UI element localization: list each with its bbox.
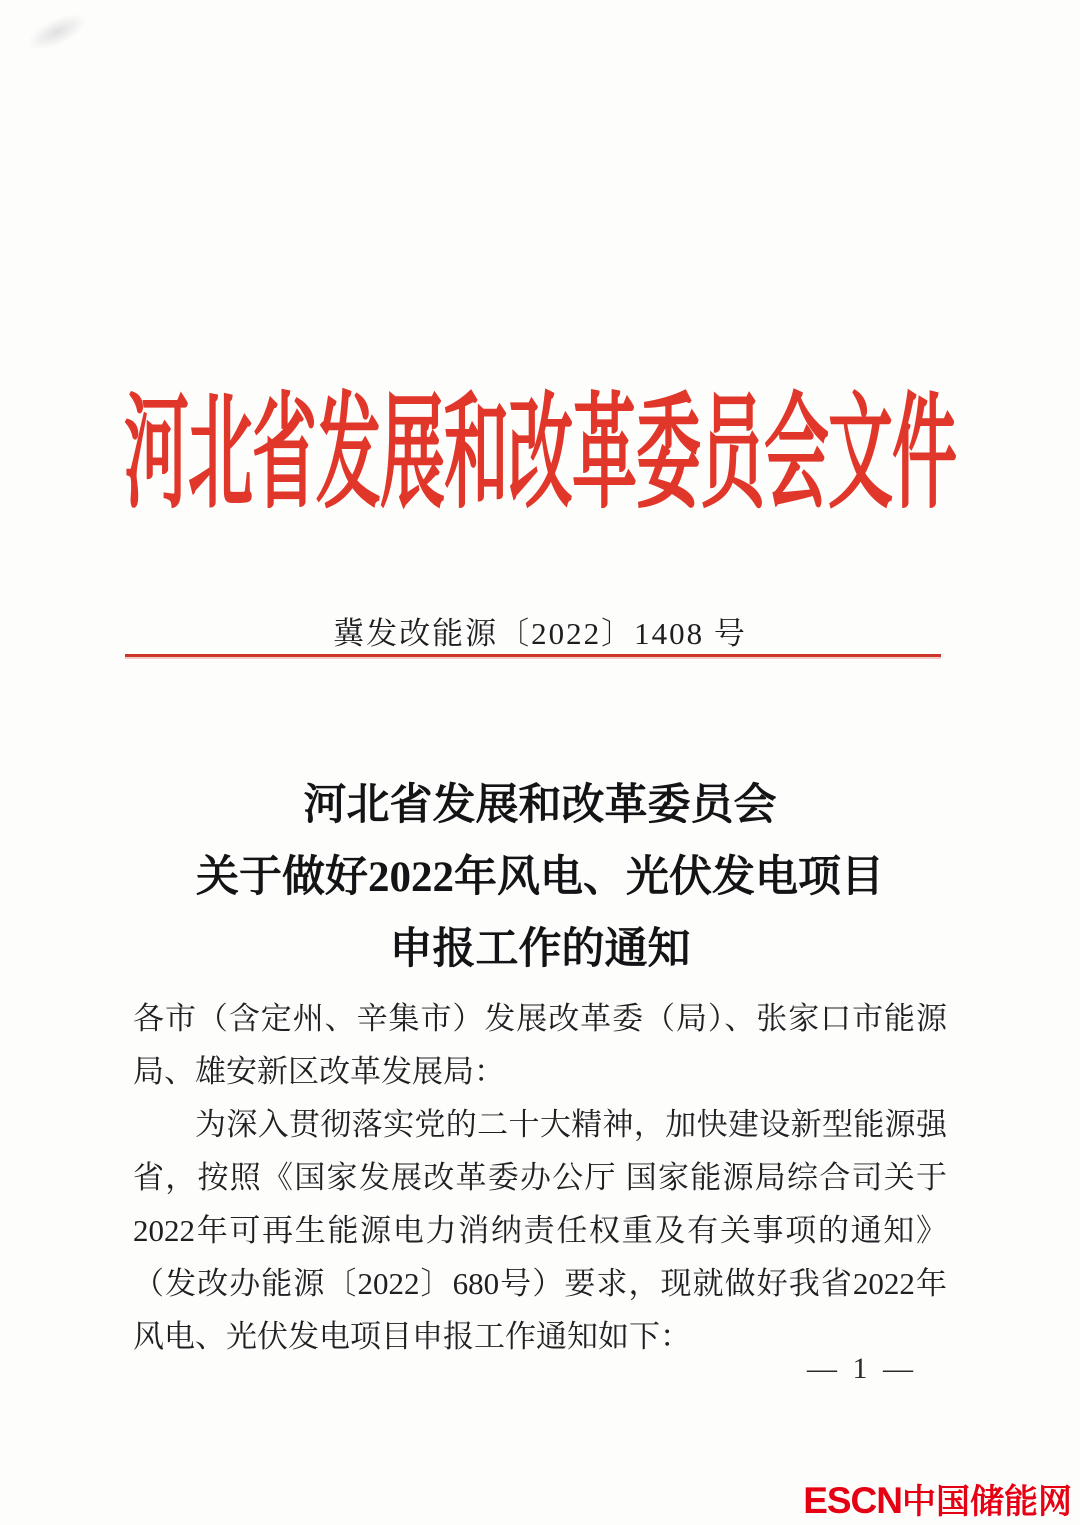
watermark-cjk-text: 中国储能网 [902,1483,1072,1521]
watermark [803,1474,1072,1523]
document-title-line-1: 河北省发展和改革委员会 [303,782,777,829]
scan-smudge [19,5,94,60]
watermark-latin-text: ESCN [803,1480,902,1521]
red-header-text: 河北省发展和改革委员会文件 [123,386,956,525]
document-body [133,992,947,1363]
document-number: 冀发改能源〔2022〕1408 号 [333,616,747,651]
red-header-banner [0,352,1080,525]
recipients-line: 各市（含定州、辛集市）发展改革委（局）、张家口市能源局、雄安新区改革发展局： [133,1001,947,1089]
page-number: — 1 — [807,1352,917,1385]
document-title-line-2: 关于做好2022年风电、光伏发电项目 [196,854,884,901]
body-paragraph: 为深入贯彻落实党的二十大精神，加快建设新型能源强省，按照《国家发展改革委办公厅 国家能源局综合司关于2022年可再生能源电力消纳责任权重及有关事项的通知》（发改办能源〔2022〕680号）要求，现就做好我省2022年风电、光伏发电项目申报工作通知如下： [133,1107,947,1354]
red-divider-line [125,654,941,657]
document-title [0,770,1080,986]
document-title-line-3: 申报工作的通知 [389,926,691,973]
